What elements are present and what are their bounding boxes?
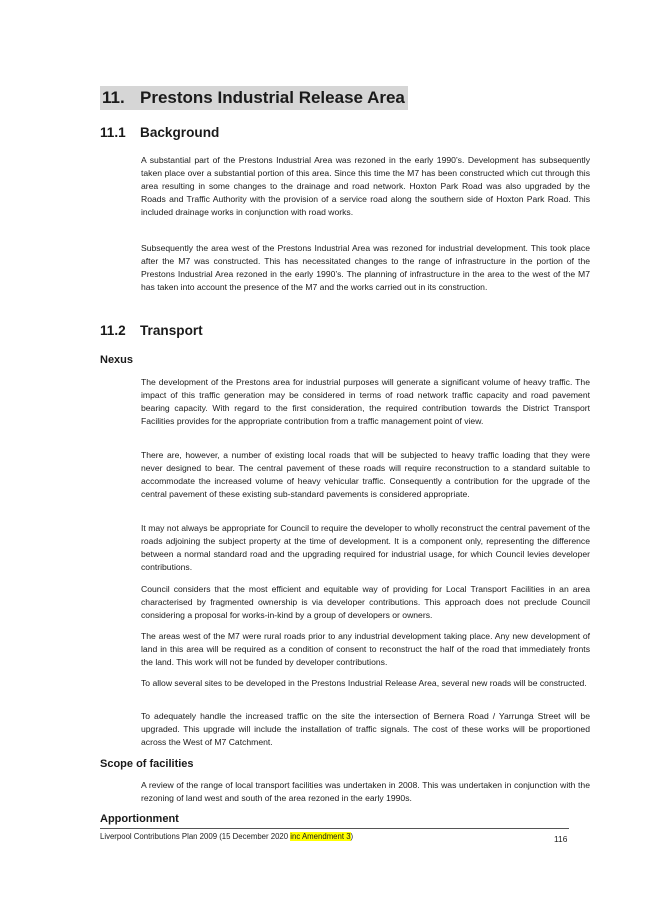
chapter-heading: [100, 86, 408, 110]
footer-plan-title: Liverpool Contributions Plan 2009 (15 December 2020: [100, 832, 291, 841]
background-paragraph-2: Subsequently the area west of the Prestons Industrial Area was rezoned for industrial development. This took place after the M7 was constructed. This has necessitated changes to the range of infrastructure in the portion of the Prestons Industrial Area rezoned in the early 1990’s. The planning of infrastructure in the area to the west of the M7 has taken into account the presence of the M7 and the works carried out in its construction.: [141, 243, 590, 293]
section-title: Transport: [140, 323, 203, 338]
footer-divider: [100, 828, 569, 829]
footer-amendment-highlight: inc Amendment 3: [290, 832, 351, 841]
footer-close-paren: ): [350, 832, 354, 841]
chapter-number: 11.: [102, 88, 125, 107]
nexus-paragraph-1: The development of the Prestons area for industrial purposes will generate a significant volume of heavy traffic. The impact of this traffic generation may be considered in terms of road network traffic capacity and road pavement bearing capacity. With regard to the first consideration, the required contribution towards the District Transport Facilities provides for the appropriate contribution from a traffic management point of view.: [141, 377, 590, 427]
nexus-paragraph-2: There are, however, a number of existing local roads that will be subjected to heavy traffic loading that they were never designed to bear. The central pavement of these roads will require reconstruction to a standard suitable to accommodate the increased volume of heavy vehicular traffic. Consequently a contribution for the upgrade of the central pavement of these existing sub-standard pavements is considered appropriate.: [141, 450, 590, 500]
subheading-scope-of-facilities: Scope of facilities: [100, 758, 194, 770]
nexus-paragraph-5: The areas west of the M7 were rural roads prior to any industrial development taking place. Any new development of land in this area will be required as a condition of consent to reconstruct the half of the road that immediately fronts the land. This work will not be funded by developer contributions.: [141, 631, 590, 668]
chapter-title: Prestons Industrial Release Area: [140, 88, 405, 107]
nexus-paragraph-7: To adequately handle the increased traffic on the site the intersection of Bernera Road / Yarrunga Street will be upgraded. This upgrade will include the installation of traffic signals. The cost of these works will be proportioned across the West of M7 Catchment.: [141, 711, 590, 748]
nexus-paragraph-6: To allow several sites to be developed in the Prestons Industrial Release Area, several new roads will be constructed.: [141, 678, 587, 688]
section-number: 11.2: [100, 323, 126, 338]
subheading-nexus: Nexus: [100, 354, 134, 366]
section-title: Background: [140, 125, 220, 140]
section-heading-transport: [100, 322, 203, 340]
page-number: 116: [554, 834, 568, 844]
section-number: 11.1: [100, 125, 126, 140]
subheading-apportionment: Apportionment: [100, 813, 179, 825]
nexus-paragraph-4: Council considers that the most efficient and equitable way of providing for Local Transport Facilities in an area characterised by fragmented ownership is via developer contributions. This approach does not preclude Council considering a proposal for works-in-kind by a group of developers or owners.: [141, 584, 590, 621]
nexus-paragraph-3: It may not always be appropriate for Council to require the developer to wholly reconstruct the central pavement of the roads adjoining the subject property at the time of development. It is a component only, representing the difference between a normal standard road and the upgrading required for industrial usage, for which Council levies developer contributions.: [141, 523, 590, 573]
background-paragraph-1: A substantial part of the Prestons Industrial Area was rezoned in the early 1990’s. Development has subsequently taken place over a substantial portion of this area. Since this time the M7 has been constructed which cut through this area resulting in some changes to the drainage and road network. Hoxton Park Road was also upgraded by the Roads and Traffic Authority with the provision of a service road along the southern side of Hoxton Park Road. This included drainage works in conjunction with road works.: [141, 155, 590, 218]
section-heading-background: [100, 124, 219, 142]
scope-paragraph: A review of the range of local transport facilities was undertaken in 2008. This was undertaken in conjunction with the rezoning of land west and south of the area rezoned in the early 1990s.: [141, 780, 590, 804]
footer-text: [100, 831, 353, 842]
